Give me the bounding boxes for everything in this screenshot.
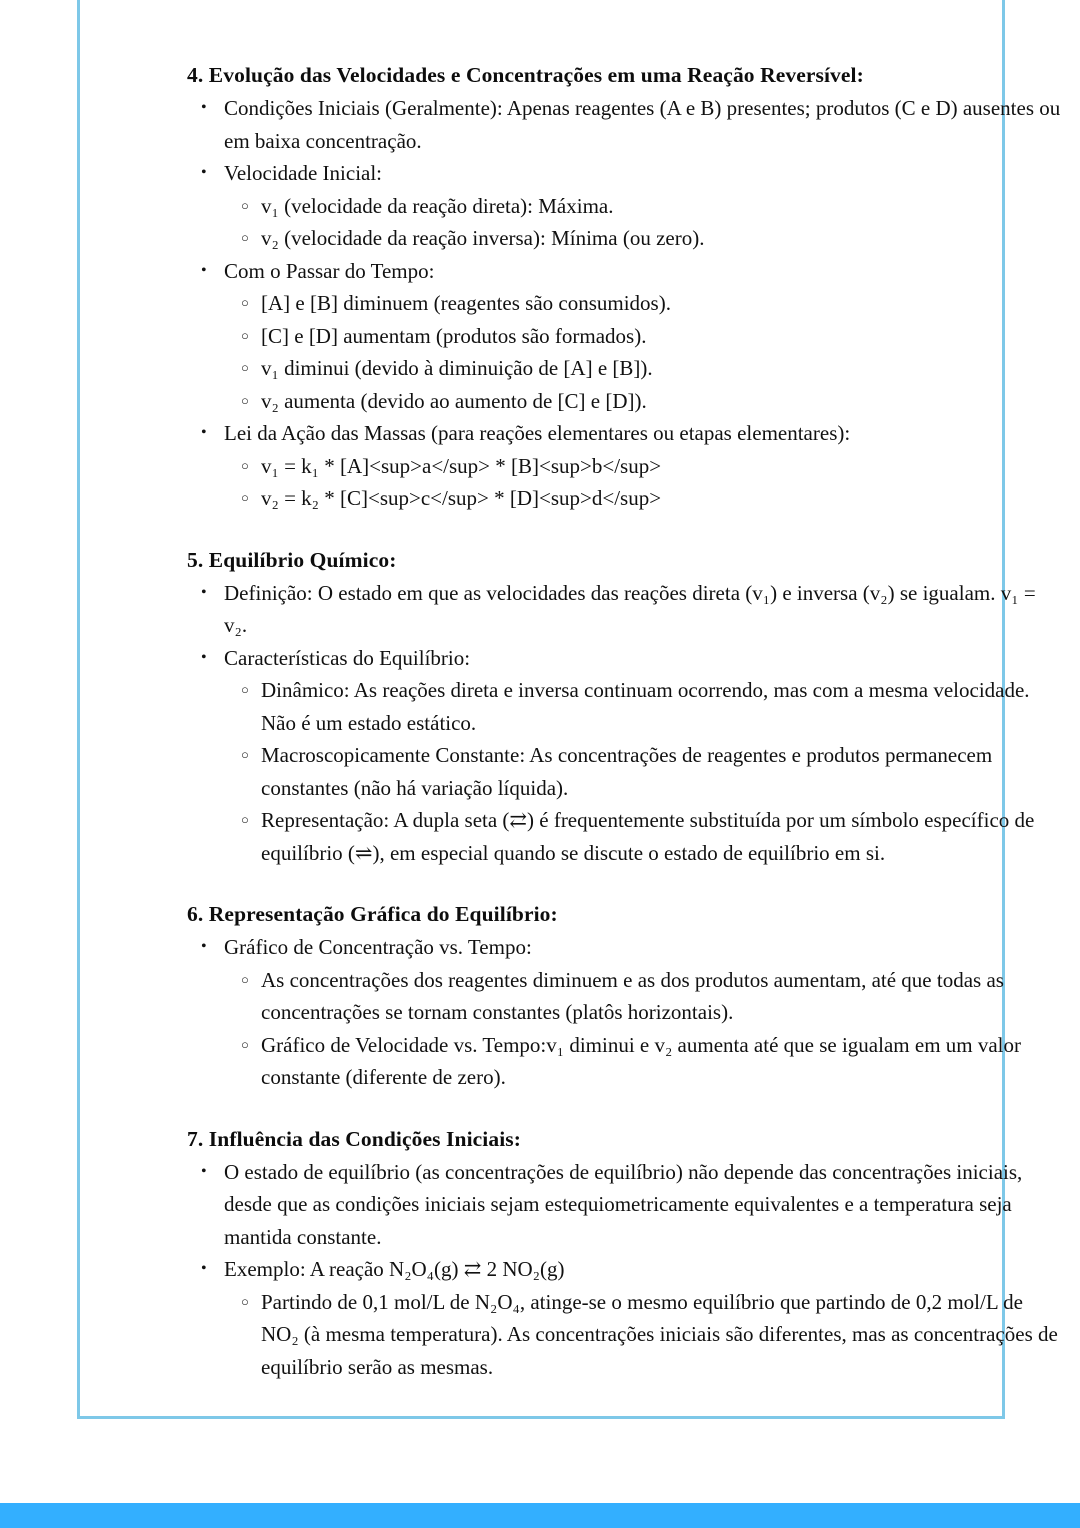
bullet-circle-icon: ○ — [241, 1036, 249, 1052]
bullet-circle-icon: ○ — [241, 197, 249, 213]
bullet-list-level-1 — [187, 1156, 1062, 1384]
list-item-text: Gráfico de Concentração vs. Tempo: — [224, 935, 532, 959]
bullet-disc-icon: • — [201, 1162, 207, 1180]
note-section — [187, 1124, 1062, 1384]
bullet-disc-icon: • — [201, 1260, 207, 1277]
section-heading: 4. Evolução das Velocidades e Concentrações em uma Reação Reversível: — [187, 63, 864, 87]
bullet-list-level-2 — [224, 1286, 1062, 1384]
bullet-disc-icon: • — [201, 99, 207, 116]
bullet-list-level-1 — [187, 92, 1062, 515]
list-item-text: Características do Equilíbrio: — [224, 645, 471, 670]
bullet-disc-icon: • — [201, 583, 207, 601]
sub-list-item-text: [C] e [D] aumentam (produtos são formados). — [261, 323, 647, 348]
list-item-text: Definição: O estado em que as velocidades das reações direta (v₁) e inversa (v₂) se igualam. v₁ = v₂. — [224, 580, 1036, 637]
sub-list-item-text: As concentrações dos reagentes diminuem e as dos produtos aumentam, até que todas as concentrações se tornam constantes (platôs horizontais). — [261, 967, 1004, 1024]
sub-list-item-text: Representação: A dupla seta (⇄) é frequentemente substituída por um símbolo específico de equilíbrio (⇌), em especial quando se discute o estado de equilíbrio em si. — [261, 808, 1035, 865]
note-section — [187, 899, 1062, 1094]
list-item — [187, 1253, 1062, 1383]
list-item-text: Condições Iniciais (Geralmente): Apenas reagentes (A e B) presentes; produtos (C e D) ausentes ou em baixa concentração. — [224, 96, 1061, 153]
list-item — [187, 931, 1062, 1094]
sub-list-item — [224, 320, 1062, 353]
sub-list-item — [224, 352, 1062, 385]
bullet-circle-icon: ○ — [241, 230, 249, 245]
bullet-circle-icon: ○ — [241, 360, 249, 375]
sub-list-item — [224, 804, 1062, 869]
bullet-circle-icon: ○ — [241, 971, 249, 987]
sub-list-item-text: Dinâmico: As reações direta e inversa continuam ocorrendo, mas com a mesma velocidade. Não é um estado estático. — [261, 678, 1030, 735]
sub-list-item-text: v₂ aumenta (devido ao aumento de [C] e [D]). — [261, 388, 647, 413]
bullet-circle-icon: ○ — [241, 327, 249, 343]
document-content — [187, 60, 1062, 1383]
sub-list-item-text: v₁ (velocidade da reação direta): Máxima. — [261, 193, 614, 218]
bullet-disc-icon: • — [201, 164, 207, 181]
list-item-text: O estado de equilíbrio (as concentrações de equilíbrio) não depende das concentrações iniciais, desde que as condições iniciais sejam estequiometricamente equivalentes e a temperatura seja mantida constante. — [224, 1159, 1023, 1249]
bullet-disc-icon: • — [201, 261, 207, 279]
sub-list-item — [224, 190, 1062, 223]
list-item-text: Exemplo: A reação N₂O₄(g) ⇄ 2 NO₂(g) — [224, 1257, 565, 1281]
list-item-text: Com o Passar do Tempo: — [224, 258, 435, 283]
bullet-circle-icon: ○ — [241, 747, 249, 762]
sub-list-item-text: Macroscopicamente Constante: As concentrações de reagentes e produtos permanecem constantes (não há variação líquida). — [261, 743, 993, 800]
bullet-list-level-2 — [224, 287, 1062, 417]
bullet-circle-icon: ○ — [241, 1293, 249, 1309]
page-border-frame — [77, 0, 1061, 1419]
bullet-circle-icon: ○ — [241, 392, 249, 408]
section-heading: 7. Influência das Condições Iniciais: — [187, 1126, 522, 1151]
section-heading: 6. Representação Gráfica do Equilíbrio: — [187, 902, 558, 926]
sub-list-item — [224, 1029, 1062, 1094]
bullet-disc-icon: • — [201, 938, 207, 955]
sub-list-item-text: v₂ = k₂ * [C]<sup>c</sup> * [D]<sup>d</sup> — [261, 486, 662, 510]
list-item — [187, 255, 1062, 418]
sub-list-item — [224, 450, 1062, 483]
sub-list-item-text: Partindo de 0,1 mol/L de N₂O₄, atinge-se o mesmo equilíbrio que partindo de 0,2 mol/L de NO₂ (à mesma temperatura). As concentrações iniciais são diferentes, mas as concentrações de equilíbrio serão as mesmas. — [261, 1289, 1058, 1379]
sub-list-item — [224, 385, 1062, 418]
sub-list-item — [224, 222, 1062, 255]
sub-list-item — [224, 1286, 1062, 1384]
bullet-disc-icon: • — [201, 424, 207, 441]
bullet-list-level-2 — [224, 190, 1062, 255]
bullet-list-level-2 — [224, 450, 1062, 515]
sub-list-item — [224, 964, 1062, 1029]
bullet-list-level-2 — [224, 674, 1062, 869]
list-item — [187, 1156, 1062, 1254]
sub-list-item-text: v₂ (velocidade da reação inversa): Mínima (ou zero). — [261, 226, 705, 250]
bullet-circle-icon: ○ — [241, 490, 249, 505]
sub-list-item-text: Gráfico de Velocidade vs. Tempo:v₁ diminui e v₂ aumenta até que se igualam em um valor constante (diferente de zero). — [261, 1032, 1022, 1089]
list-item-text: Lei da Ação das Massas (para reações elementares ou etapas elementares): — [224, 421, 851, 445]
list-item-text: Velocidade Inicial: — [224, 161, 383, 185]
bullet-circle-icon: ○ — [241, 295, 249, 310]
sub-list-item — [224, 287, 1062, 320]
sub-list-item-text: v₁ diminui (devido à diminuição de [A] e [B]). — [261, 356, 653, 380]
sub-list-item — [224, 674, 1062, 739]
bullet-list-level-1 — [187, 931, 1062, 1094]
bullet-disc-icon: • — [201, 648, 207, 666]
list-item — [187, 92, 1062, 157]
sub-list-item — [224, 482, 1062, 515]
sub-list-item — [224, 739, 1062, 804]
bullet-list-level-2 — [224, 964, 1062, 1094]
note-section — [187, 60, 1062, 515]
bullet-list-level-1 — [187, 577, 1062, 870]
bullet-circle-icon: ○ — [241, 812, 249, 827]
list-item — [187, 577, 1062, 642]
section-heading: 5. Equilíbrio Químico: — [187, 547, 397, 572]
sub-list-item-text: v₁ = k₁ * [A]<sup>a</sup> * [B]<sup>b</sup> — [261, 453, 662, 478]
bottom-accent-bar — [0, 1503, 1080, 1528]
sub-list-item-text: [A] e [B] diminuem (reagentes são consumidos). — [261, 291, 671, 315]
bullet-circle-icon: ○ — [241, 457, 249, 473]
note-section — [187, 545, 1062, 870]
list-item — [187, 417, 1062, 515]
bullet-circle-icon: ○ — [241, 682, 249, 697]
list-item — [187, 157, 1062, 255]
list-item — [187, 642, 1062, 870]
